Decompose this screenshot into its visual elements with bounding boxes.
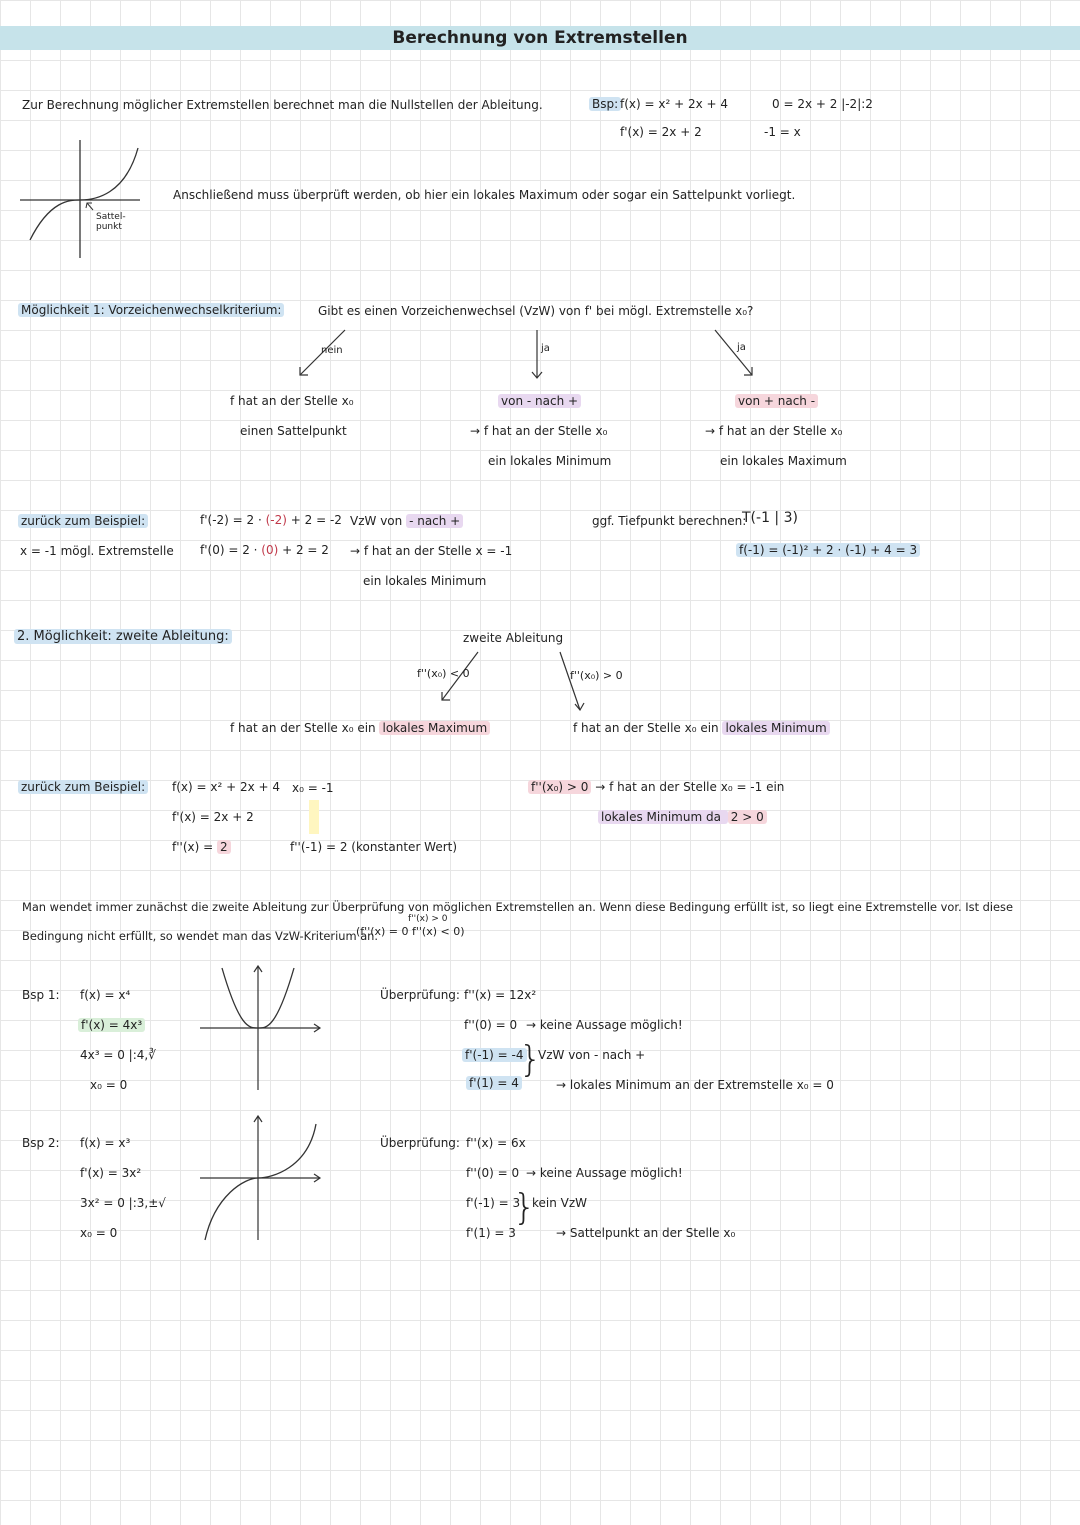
bsp2-check-3: f'(-1) = 3 bbox=[466, 1196, 521, 1210]
ex2-line-3-val: 2 bbox=[217, 840, 231, 854]
bsp1-check: Überprüfung: bbox=[380, 988, 460, 1002]
bsp1-check-4-text: f'(1) = 4 bbox=[466, 1076, 522, 1090]
ex1-calc-2-post: + 2 = 2 bbox=[278, 543, 329, 557]
ex2-line-3-pre: f''(x) = bbox=[172, 840, 217, 854]
m1-min-result-1: → f hat an der Stelle x₀ bbox=[470, 424, 608, 438]
example-derivative: f'(x) = 2x + 2 bbox=[620, 125, 702, 139]
ex1-vzw-result-1: → f hat an der Stelle x = -1 bbox=[350, 544, 513, 558]
ex1-calc-1-val: (-2) bbox=[265, 513, 287, 527]
intro-text: Zur Berechnung möglicher Extremstellen berechnet man die Nullstellen der Ableitung. bbox=[22, 98, 543, 112]
ex2-result-1-post: → f hat an der Stelle x₀ = -1 ein bbox=[591, 780, 785, 794]
bsp2-line-3: 3x² = 0 |:3,±√ bbox=[80, 1196, 166, 1210]
ex1-tp-calc-text: f(-1) = (-1)² + 2 · (-1) + 4 = 3 bbox=[736, 543, 920, 557]
bsp1-brace: } bbox=[519, 1039, 542, 1080]
bsp1-check-3-text: f'(-1) = -4 bbox=[462, 1048, 527, 1062]
ex2-result-2-tag: 2 > 0 bbox=[728, 810, 767, 824]
bsp1-line-1: f(x) = x⁴ bbox=[80, 988, 131, 1002]
ex2-x0: x₀ = -1 bbox=[292, 781, 334, 795]
ex2-fpp: f''(-1) = 2 (konstanter Wert) bbox=[290, 840, 458, 854]
m2-right-pre: f hat an der Stelle x₀ ein bbox=[573, 721, 723, 735]
summary-note-b: (f''(x) = 0 f''(x) < 0) bbox=[356, 925, 465, 938]
followup-text: Anschließend muss überprüft werden, ob hier ein lokales Maximum oder sogar ein Sattelpunkt vorliegt. bbox=[173, 188, 796, 202]
bsp2-label: Bsp 2: bbox=[22, 1136, 60, 1150]
ex1-back-text: zurück zum Beispiel: bbox=[18, 514, 148, 528]
example-label-text: Bsp: bbox=[589, 97, 621, 111]
ex2-back-text: zurück zum Beispiel: bbox=[18, 780, 148, 794]
bsp1-line-4: x₀ = 0 bbox=[90, 1078, 128, 1092]
bsp2-check-1: f''(x) = 6x bbox=[466, 1136, 526, 1150]
ex1-vzw-pre: VzW von bbox=[350, 514, 407, 528]
m2-left-cond: f''(x₀) < 0 bbox=[417, 667, 470, 680]
bsp1-check-1: f''(x) = 12x² bbox=[464, 988, 537, 1002]
bsp1-result: → lokales Minimum an der Extremstelle x₀ = 0 bbox=[556, 1078, 834, 1092]
bsp1-vzw: VzW von - nach + bbox=[538, 1048, 646, 1062]
example-function: f(x) = x² + 2x + 4 bbox=[620, 97, 729, 111]
bsp1-label: Bsp 1: bbox=[22, 988, 60, 1002]
m1-max-result-1: → f hat an der Stelle x₀ bbox=[705, 424, 843, 438]
ex2-result-1-tag: f''(x₀) > 0 bbox=[528, 780, 591, 794]
bsp1-check-2: f''(0) = 0 bbox=[464, 1018, 518, 1032]
summary-note-a: f''(x) > 0 bbox=[408, 914, 448, 924]
ex1-calc-1-pre: f'(-2) = 2 · bbox=[200, 513, 266, 527]
ex2-line-1: f(x) = x² + 2x + 4 bbox=[172, 780, 281, 794]
ex1-calc-1-post: + 2 = -2 bbox=[286, 513, 342, 527]
bsp2-result: → Sattelpunkt an der Stelle x₀ bbox=[556, 1226, 736, 1240]
m2-center: zweite Ableitung bbox=[463, 631, 564, 645]
m2-right-tag: lokales Minimum bbox=[722, 721, 829, 735]
bsp2-check-2: f''(0) = 0 bbox=[466, 1166, 520, 1180]
bsp2-line-2: f'(x) = 3x² bbox=[80, 1166, 142, 1180]
m1-heading-text: Möglichkeit 1: Vorzeichenwechselkriterium: bbox=[18, 303, 284, 317]
m1-yes-label-mid: ja bbox=[541, 343, 550, 354]
bsp1-line-3: 4x³ = 0 |:4,∛ bbox=[80, 1048, 156, 1062]
ex2-line-2: f'(x) = 2x + 2 bbox=[172, 810, 254, 824]
m1-max-tag-text: von + nach - bbox=[735, 394, 818, 408]
m1-question: Gibt es einen Vorzeichenwechsel (VzW) von f' bei mögl. Extremstelle x₀? bbox=[318, 304, 754, 318]
m2-left-pre: f hat an der Stelle x₀ ein bbox=[230, 721, 380, 735]
ex1-candidate: x = -1 mögl. Extremstelle bbox=[20, 544, 174, 558]
ex1-vzw-result-2: ein lokales Minimum bbox=[363, 574, 487, 588]
m1-yes-label-right: ja bbox=[737, 342, 746, 353]
bsp2-brace: } bbox=[513, 1187, 536, 1228]
ex1-calc-2-val: (0) bbox=[261, 543, 279, 557]
bsp2-line-1: f(x) = x³ bbox=[80, 1136, 131, 1150]
example-equation: 0 = 2x + 2 |-2|:2 bbox=[772, 97, 873, 111]
m1-no-label: nein bbox=[321, 345, 343, 356]
m1-min-tag-text: von - nach + bbox=[498, 394, 581, 408]
bsp1-line-2-text: f'(x) = 4x³ bbox=[78, 1018, 145, 1032]
ex1-vzw-tag: - nach + bbox=[406, 514, 463, 528]
m2-left-tag: lokales Maximum bbox=[379, 721, 490, 735]
bsp2-line-4: x₀ = 0 bbox=[80, 1226, 118, 1240]
ex1-tp-label: ggf. Tiefpunkt berechnen: bbox=[592, 514, 747, 528]
bsp2-vzw: kein VzW bbox=[532, 1196, 588, 1210]
example-solution: -1 = x bbox=[764, 125, 801, 139]
m1-no-result-2: einen Sattelpunkt bbox=[240, 424, 347, 438]
summary-line-1: Man wendet immer zunächst die zweite Ableitung zur Überprüfung von möglichen Extremstellen an. Wenn diese Bedingung erfüllt ist, so liegt eine Extremstelle vor. Ist diese bbox=[22, 900, 1013, 914]
ex1-tp-point: T(-1 | 3) bbox=[742, 510, 798, 526]
m1-max-result-2: ein lokales Maximum bbox=[720, 454, 847, 468]
summary-line-2: Bedingung nicht erfüllt, so wendet man das VzW-Kriterium an. bbox=[22, 929, 379, 943]
ex2-result-2-pre: lokales Minimum da bbox=[598, 810, 728, 824]
bsp1-check-2-note: → keine Aussage möglich! bbox=[526, 1018, 683, 1032]
bsp2-check: Überprüfung: bbox=[380, 1136, 460, 1150]
m2-right-cond: f''(x₀) > 0 bbox=[570, 669, 623, 682]
m1-no-result-1: f hat an der Stelle x₀ bbox=[230, 394, 354, 408]
ex1-calc-2-pre: f'(0) = 2 · bbox=[200, 543, 262, 557]
saddle-label: Sattel- punkt bbox=[96, 212, 126, 232]
bsp2-check-2-note: → keine Aussage möglich! bbox=[526, 1166, 683, 1180]
page-title: Berechnung von Extremstellen bbox=[392, 28, 688, 48]
m2-heading-text: 2. Möglichkeit: zweite Ableitung: bbox=[14, 629, 232, 644]
m1-min-result-2: ein lokales Minimum bbox=[488, 454, 612, 468]
bsp2-check-4: f'(1) = 3 bbox=[466, 1226, 516, 1240]
